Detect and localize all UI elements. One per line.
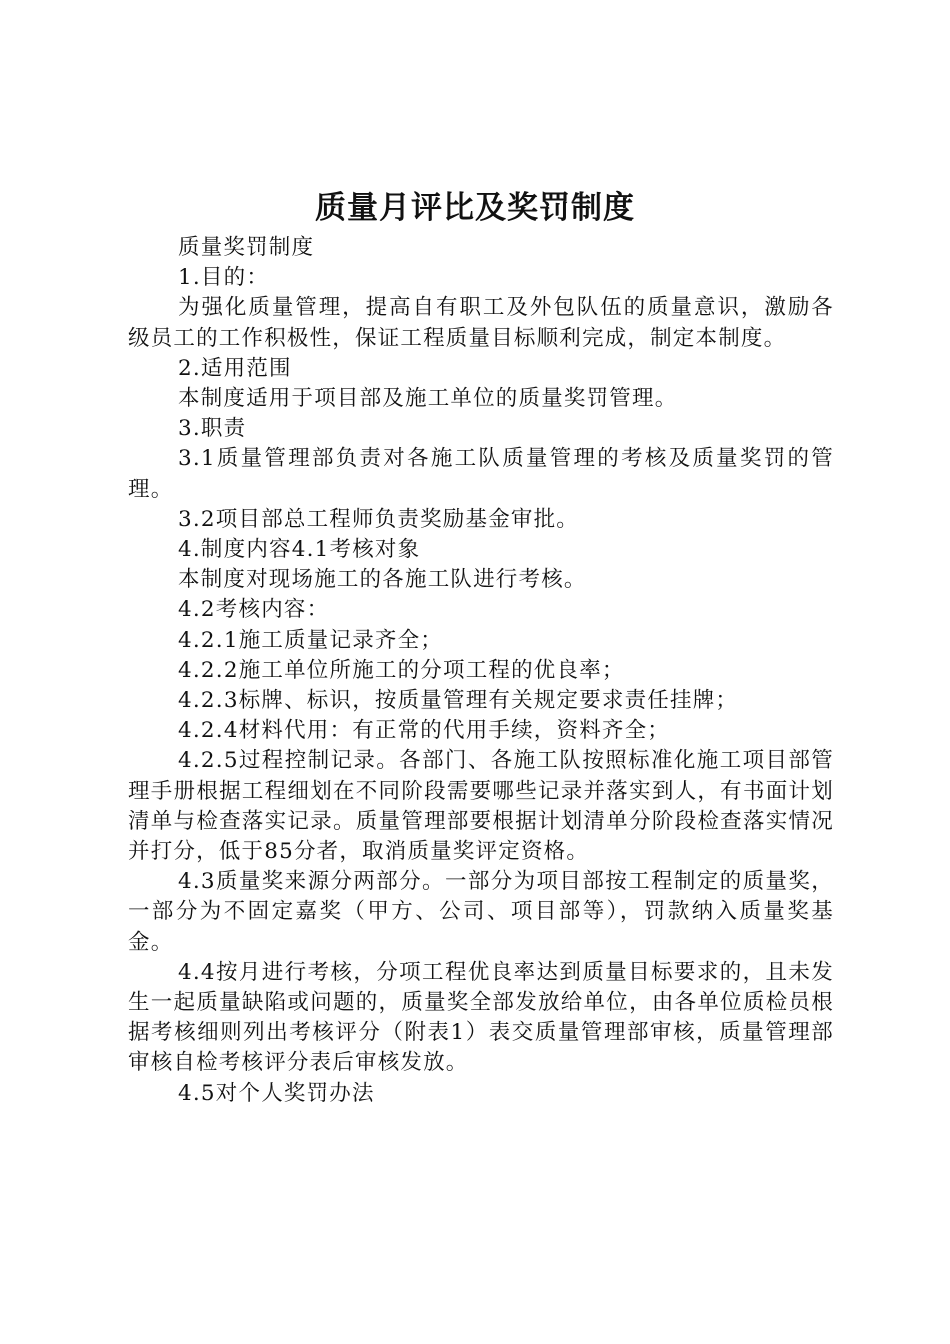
paragraph: 4.制度内容4.1考核对象 bbox=[178, 537, 421, 563]
document-body bbox=[128, 233, 834, 1109]
paragraph: 2.适用范围 bbox=[178, 355, 292, 381]
document-title: 质量月评比及奖罚制度 bbox=[315, 190, 635, 226]
paragraph: 4.5对个人奖罚办法 bbox=[178, 1080, 375, 1106]
paragraph: 4.2.5过程控制记录。各部门、各施工队按照标准化施工项目部管理手册根据工程细划在不同阶段需要哪些记录并落实到人，有书面计划清单与检查落实记录。质量管理部要根据计划清单分阶段检查落实情况并打分，低于85分者，取消质量奖评定资格。 bbox=[128, 748, 834, 865]
paragraph: 本制度对现场施工的各施工队进行考核。 bbox=[178, 567, 587, 593]
paragraph: 4.2.3标牌、标识，按质量管理有关规定要求责任挂牌； bbox=[178, 688, 739, 714]
paragraph: 质量奖罚制度 bbox=[178, 235, 315, 260]
paragraph: 4.2.2施工单位所施工的分项工程的优良率； bbox=[178, 657, 625, 683]
paragraph: 4.2.1施工质量记录齐全； bbox=[178, 627, 444, 653]
paragraph: 本制度适用于项目部及施工单位的质量奖罚管理。 bbox=[178, 386, 678, 412]
paragraph: 3.职责 bbox=[178, 416, 247, 442]
paragraph: 1.目的： bbox=[178, 265, 270, 291]
paragraph: 4.4按月进行考核，分项工程优良率达到质量目标要求的，且未发生一起质量缺陷或问题的，质量奖全部发放给单位，由各单位质检员根据考核细则列出考核评分（附表1）表交质量管理部审核，质量管理部审核自检考核评分表后审核发放。 bbox=[128, 959, 834, 1076]
paragraph: 4.2考核内容： bbox=[178, 597, 330, 623]
paragraph: 4.2.4材料代用：有正常的代用手续，资料齐全； bbox=[178, 718, 671, 744]
paragraph: 3.2项目部总工程师负责奖励基金审批。 bbox=[178, 506, 579, 532]
paragraph: 3.1质量管理部负责对各施工队质量管理的考核及质量奖罚的管理。 bbox=[128, 446, 834, 502]
paragraph: 4.3质量奖来源分两部分。一部分为项目部按工程制定的质量奖，一部分为不固定嘉奖（甲方、公司、项目部等），罚款纳入质量奖基金。 bbox=[128, 869, 834, 955]
paragraph: 为强化质量管理，提高自有职工及外包队伍的质量意识，激励各级员工的工作积极性，保证工程质量目标顺利完成，制定本制度。 bbox=[128, 295, 834, 351]
